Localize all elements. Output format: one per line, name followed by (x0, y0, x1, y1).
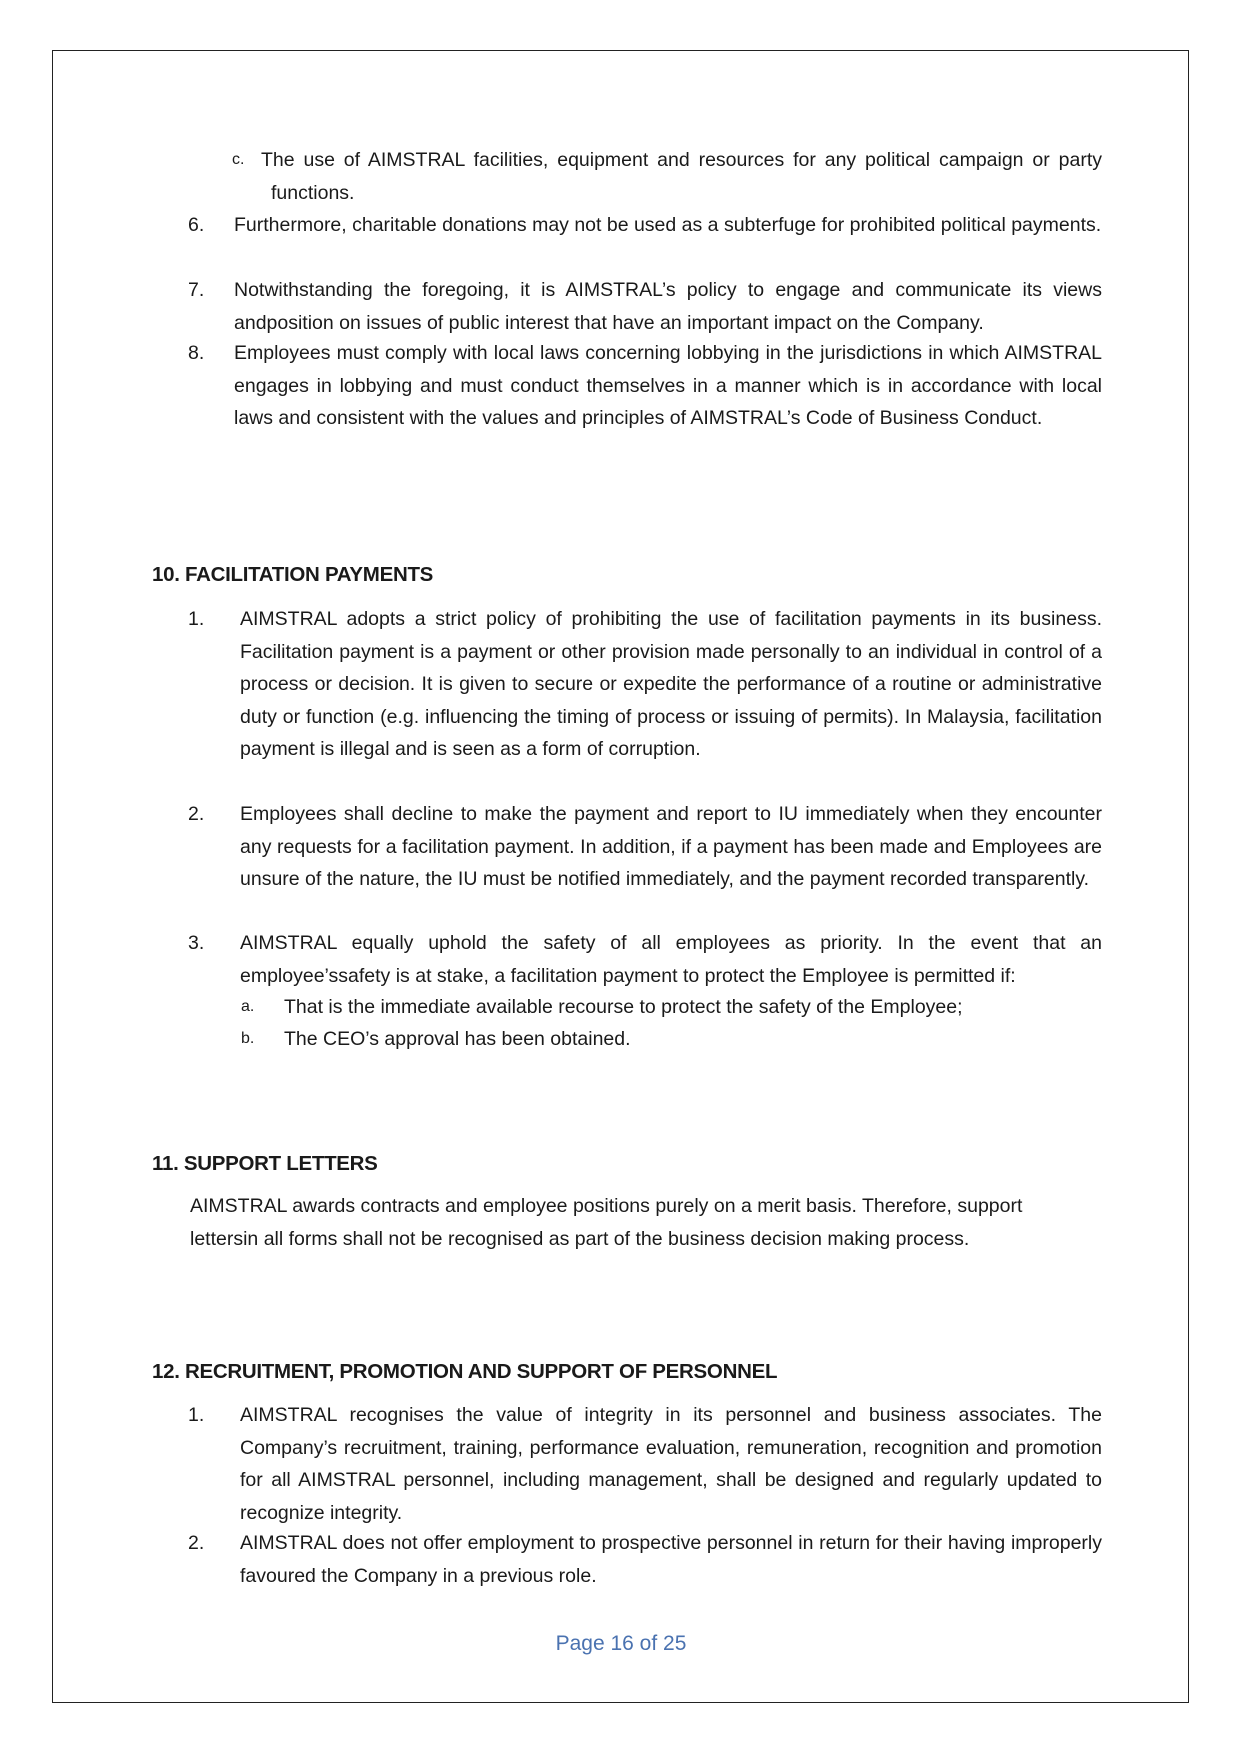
sub-item-c: The use of AIMSTRAL facilities, equipment and resources for any political campaign or party functions. (261, 149, 1102, 204)
list-item-6: Furthermore, charitable donations may not be used as a subterfuge for prohibited political payments. (234, 214, 1102, 236)
page-number-footer: Page 16 of 25 (555, 1632, 687, 1655)
list-number: 1. (188, 608, 205, 630)
list-item-text (261, 144, 1102, 209)
list-number: 2. (188, 803, 205, 825)
paragraph: AIMSTRAL awards contracts and employee positions purely on a merit basis. Therefore, support lettersin all forms shall not be recognised as part of the business decision making process. (190, 1195, 1023, 1250)
sub-list-item: That is the immediate available recourse to protect the safety of the Employee; (284, 996, 963, 1018)
list-number: 6. (188, 214, 205, 236)
section-heading: 11. SUPPORT LETTERS (152, 1152, 378, 1175)
list-item: AIMSTRAL adopts a strict policy of prohibiting the use of facilitation payments in its business. Facilitation payment is a payment or other provision made personally to an individual in control of a process or decision. It is given to secure or expedite the performance of a routine or administrative duty or function (e.g. influencing the timing of process or issuing of permits). In Malaysia, facilitation payment is illegal and is seen as a form of corruption. (240, 608, 1102, 760)
list-item: AIMSTRAL does not offer employment to prospective personnel in return for their having improperly favoured the Company in a previous role. (240, 1532, 1102, 1587)
section-heading: 10. FACILITATION PAYMENTS (152, 563, 434, 586)
list-number: 2. (188, 1532, 205, 1554)
list-item: AIMSTRAL recognises the value of integrity in its personnel and business associates. The Company’s recruitment, training, performance evaluation, remuneration, recognition and promotion for all AIMSTRAL personnel, including management, shall be designed and regularly updated to recognize integrity. (240, 1404, 1102, 1524)
section-heading: 12. RECRUITMENT, PROMOTION AND SUPPORT OF PERSONNEL (152, 1360, 778, 1383)
list-number: 8. (188, 342, 205, 364)
list-item-7: Notwithstanding the foregoing, it is AIMSTRAL’s policy to engage and communicate its views andposition on issues of public interest that have an important impact on the Company. (234, 279, 1102, 334)
list-marker: c. (232, 151, 245, 168)
sub-list-item: The CEO’s approval has been obtained. (284, 1028, 631, 1050)
list-number: 3. (188, 932, 205, 954)
list-item: Employees shall decline to make the payment and report to IU immediately when they encounter any requests for a facilitation payment. In addition, if a payment has been made and Employees are unsure of the nature, the IU must be notified immediately, and the payment recorded transparently. (240, 803, 1102, 890)
list-number: 7. (188, 279, 205, 301)
sub-list-marker: a. (241, 998, 255, 1015)
list-number: 1. (188, 1404, 205, 1426)
sub-list-marker: b. (241, 1030, 255, 1047)
list-item: AIMSTRAL equally uphold the safety of all employees as priority. In the event that an employee’ssafety is at stake, a facilitation payment to protect the Employee is permitted if: (240, 932, 1102, 987)
list-item-8: Employees must comply with local laws concerning lobbying in the jurisdictions in which AIMSTRAL engages in lobbying and must conduct themselves in a manner which is in accordance with local laws and consistent with the values and principles of AIMSTRAL’s Code of Business Conduct. (234, 342, 1102, 429)
